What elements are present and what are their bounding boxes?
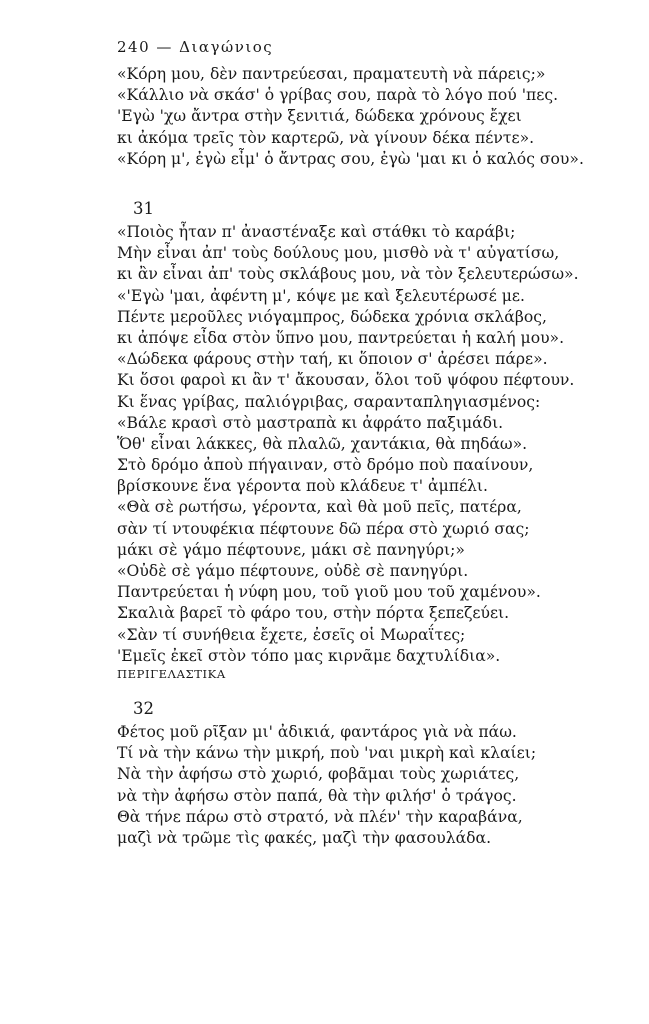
poem-line: «Κόρη μου, δὲν παντρεύεσαι, πραματευτὴ νὰ πάρεις;» bbox=[117, 65, 546, 83]
poem-31 bbox=[117, 196, 637, 667]
poem-line: βρίσκουνε ἕνα γέροντα ποὺ κλάδευε τ' ἀμπέλι. bbox=[117, 477, 488, 496]
poem-line: νὰ τὴν ἀφήσω στὸν παπά, θὰ τὴν φιλήσ' ὁ τράγος. bbox=[117, 786, 517, 805]
poem-line: Νὰ τὴν ἀφήσω στὸ χωριό, φοβᾶμαι τοὺς χωριάτες, bbox=[117, 765, 520, 784]
poem-line: Κι ὅσοι φαροὶ κι ἂν τ' ἄκουσαν, ὅλοι τοῦ ψόφου πέφτουν. bbox=[117, 371, 575, 390]
poem-line: μάκι σὲ γάμο πέφτουνε, μάκι σὲ πανηγύρι;» bbox=[117, 540, 465, 559]
poem-line: 'Εγὼ 'χω ἄντρα στὴν ξενιτιά, δώδεκα χρόνους ἔχει bbox=[117, 107, 522, 126]
poem-line: Θὰ τήνε πάρω στὸ στρατό, νὰ πλέν' τὴν καραβάνα, bbox=[117, 807, 523, 826]
poem-line: «Δώδεκα φάρους στὴν ταή, κι ὅποιον σ' ἀρέσει πάρε». bbox=[117, 350, 548, 369]
poem-line: Πέντε μεροῦλες νιόγαμπρος, δώδεκα χρόνια σκλάβος, bbox=[117, 307, 547, 326]
section-title: ΠΕΡΙΓΕΛΑΣΤΙΚΑ bbox=[117, 667, 226, 681]
poem-line: Στὸ δρόμο ἀποὺ πήγαιναν, στὸ δρόμο ποὺ πααίνουν, bbox=[117, 456, 534, 475]
poem-line: 'Εμεῖς ἐκεῖ στὸν τόπο μας κιρνᾶμε δαχτυλίδια». bbox=[117, 646, 501, 665]
poem-line: «Σὰν τί συνήθεια ἔχετε, ἐσεῖς οἱ Μωραΐτες; bbox=[117, 625, 466, 644]
poem-line: σὰν τί ντουφέκια πέφτουνε δῶ πέρα στὸ χωριό σας; bbox=[117, 519, 530, 538]
poem-line: κι ἀπόψε εἶδα στὸν ὕπνο μου, παντρεύεται ἡ καλή μου». bbox=[117, 328, 565, 347]
poem-32 bbox=[117, 696, 637, 849]
poem-line: Τί νὰ τὴν κάνω τὴν μικρή, ποὺ 'ναι μικρὴ καὶ κλαίει; bbox=[117, 744, 537, 763]
poem-line: «Κόρη μ', ἐγὼ εἶμ' ὁ ἄντρας σου, ἐγὼ 'μαι κι ὁ καλός σου». bbox=[117, 149, 584, 168]
poem-line: Μὴν εἶναι ἀπ' τοὺς δούλους μου, μισθὸ νὰ τ' αὐγατίσω, bbox=[117, 244, 560, 263]
poem-line: Φέτος μοῦ ρῖξαν μι' ἀδικιά, φαντάρος γιὰ νὰ πάω. bbox=[117, 723, 517, 741]
poem-line: μαζὶ νὰ τρῶμε τὶς φακές, μαζὶ τὴν φασουλάδα. bbox=[117, 828, 492, 847]
poem-line: «Ποιὸς ἦταν π' ἀναστέναξε καὶ στάθκι τὸ καράβι; bbox=[117, 223, 516, 241]
poem-line: «Βάλε κρασὶ στὸ μαστραπὰ κι ἀφράτο παξιμάδι. bbox=[117, 413, 504, 432]
poem-line: κι ἂν εἶναι ἀπ' τοὺς σκλάβους μου, νὰ τὸν ξελευτερώσω». bbox=[117, 265, 579, 284]
running-head: 240 — Διαγώνιος bbox=[117, 38, 274, 56]
poem-line: Παντρεύεται ἡ νύφη μου, τοῦ γιοῦ μου τοῦ χαμένου». bbox=[117, 583, 541, 602]
poem-line: «Θὰ σὲ ρωτήσω, γέροντα, καὶ θὰ μοῦ πεῖς, πατέρα, bbox=[117, 498, 522, 517]
poem-number: 31 bbox=[133, 199, 154, 218]
poem-line: Ὅθ' εἶναι λάκκες, θὰ πλαλῶ, χαντάκια, θὰ πηδάω». bbox=[117, 434, 528, 453]
poem-line: Σκαλιὰ βαρεῖ τὸ φάρο του, στὴν πόρτα ξεπεζεύει. bbox=[117, 604, 510, 623]
poem-line: Κι ἕνας γρίβας, παλιόγριβας, σαρανταπληγιασμένος: bbox=[117, 392, 541, 411]
poem-line: κι ἀκόμα τρεῖς τὸν καρτερῶ, νὰ γίνουν δέκα πέντε». bbox=[117, 128, 535, 147]
poem-number: 32 bbox=[133, 699, 154, 718]
poem-line: «Οὐδὲ σὲ γάμο πέφτουνε, οὐδὲ σὲ πανηγύρι. bbox=[117, 562, 469, 580]
stanza-top bbox=[117, 64, 637, 170]
poem-line: «Κάλλιο νὰ σκάσ' ὁ γρίβας σου, παρὰ τὸ λόγο πού 'πες. bbox=[117, 86, 559, 105]
poem-line: «'Εγὼ 'μαι, ἀφέντη μ', κόψε με καὶ ξελευτέρωσέ με. bbox=[117, 286, 525, 305]
